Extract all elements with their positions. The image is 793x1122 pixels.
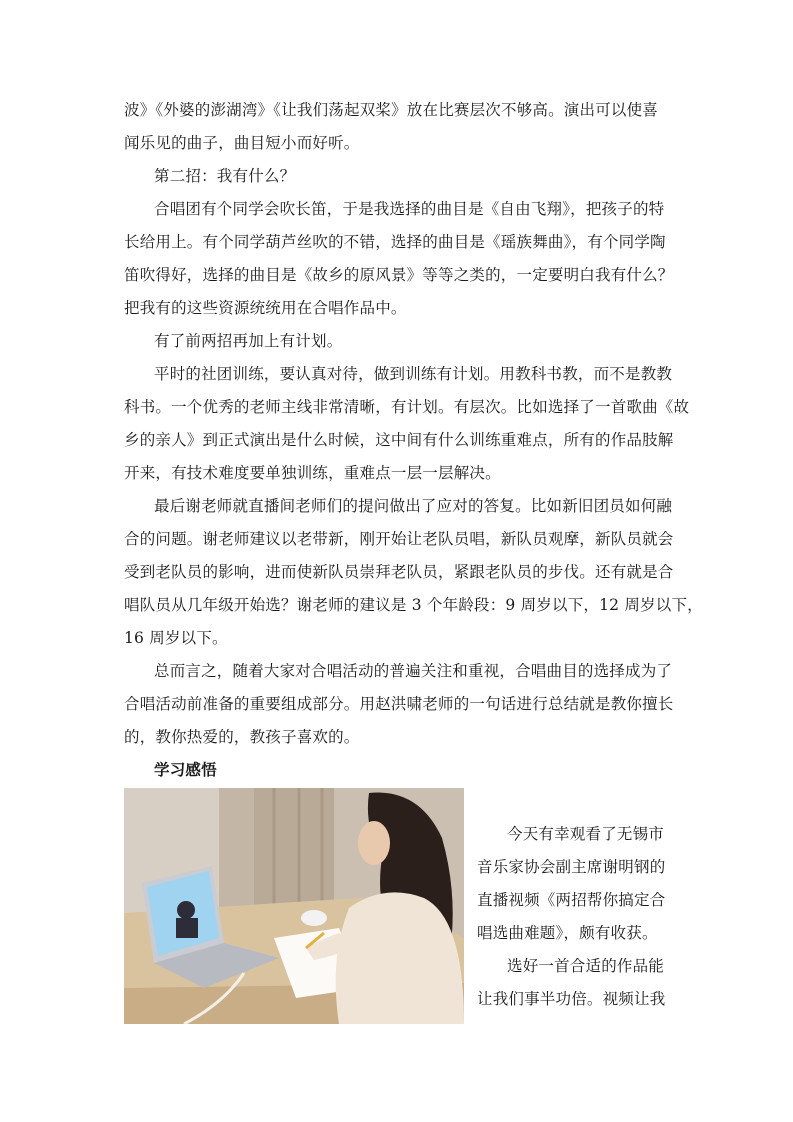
- text-line: 有了前两招再加上有计划。: [154, 332, 343, 350]
- text-line: 科书。一个优秀的老师主线非常清晰，有计划。有层次。比如选择了一首歌曲《故: [124, 398, 690, 416]
- text-line: 受到老队员的影响，进而使新队员崇拜老队员，紧跟老队员的步伐。还有就是合: [124, 563, 674, 581]
- text-line: 合唱团有个同学会吹长笛，于是我选择的曲目是《自由飞翔》，把孩子的特: [154, 200, 665, 218]
- text-line: 合的问题。谢老师建议以老带新，刚开始让老队员唱，新队员观摩，新队员就会: [124, 530, 674, 548]
- text-line: 笛吹得好，选择的曲目是《故乡的原风景》等等之类的，一定要明白我有什么？: [124, 266, 674, 284]
- side-text-line: 让我们事半功倍。视频让我: [477, 990, 666, 1008]
- text-line: 长给用上。有个同学葫芦丝吹的不错，选择的曲目是《瑶族舞曲》，有个同学陶: [124, 233, 666, 251]
- text-line: 最后谢老师就直播间老师们的提问做出了应对的答复。比如新旧团员如何融: [154, 497, 673, 515]
- text-line: 乡的亲人》到正式演出是什么时候，这中间有什么训练重难点，所有的作品肢解: [124, 431, 674, 449]
- text-line: 第二招：我有什么？: [154, 167, 296, 185]
- side-text-line: 直播视频《两招帮你搞定合: [477, 891, 666, 909]
- text-line: 总而言之，随着大家对合唱活动的普遍关注和重视，合唱曲目的选择成为了: [154, 662, 673, 680]
- study-photo: [124, 788, 464, 1024]
- text-line: 16 周岁以下。: [124, 629, 228, 647]
- side-text-line: 唱选曲难题》，颇有收获。: [477, 924, 658, 942]
- text-line: 合唱活动前准备的重要组成部分。用赵洪啸老师的一句话进行总结就是教你擅长: [124, 695, 674, 713]
- section-title: 学习感悟: [154, 760, 217, 779]
- text-line: 唱队员从几年级开始选？谢老师的建议是 3 个年龄段：9 周岁以下，12 周岁以下，: [124, 596, 703, 614]
- side-text-line: 今天有幸观看了无锡市: [507, 825, 665, 843]
- text-line: 波》《外婆的澎湖湾》《让我们荡起双桨》放在比赛层次不够高。演出可以使喜: [124, 101, 659, 119]
- text-line: 的，教你热爱的，教孩子喜欢的。: [124, 728, 360, 746]
- text-line: 平时的社团训练，要认真对待，做到训练有计划。用教科书教，而不是教教: [154, 365, 673, 383]
- text-line: 开来，有技术难度要单独训练，重难点一层一层解决。: [124, 464, 501, 482]
- text-line: 把我有的这些资源统统用在合唱作品中。: [124, 299, 407, 317]
- text-line: 闻乐见的曲子，曲目短小而好听。: [124, 134, 360, 152]
- side-text-line: 选好一首合适的作品能: [507, 957, 665, 975]
- side-text-line: 音乐家协会副主席谢明钢的: [477, 858, 666, 876]
